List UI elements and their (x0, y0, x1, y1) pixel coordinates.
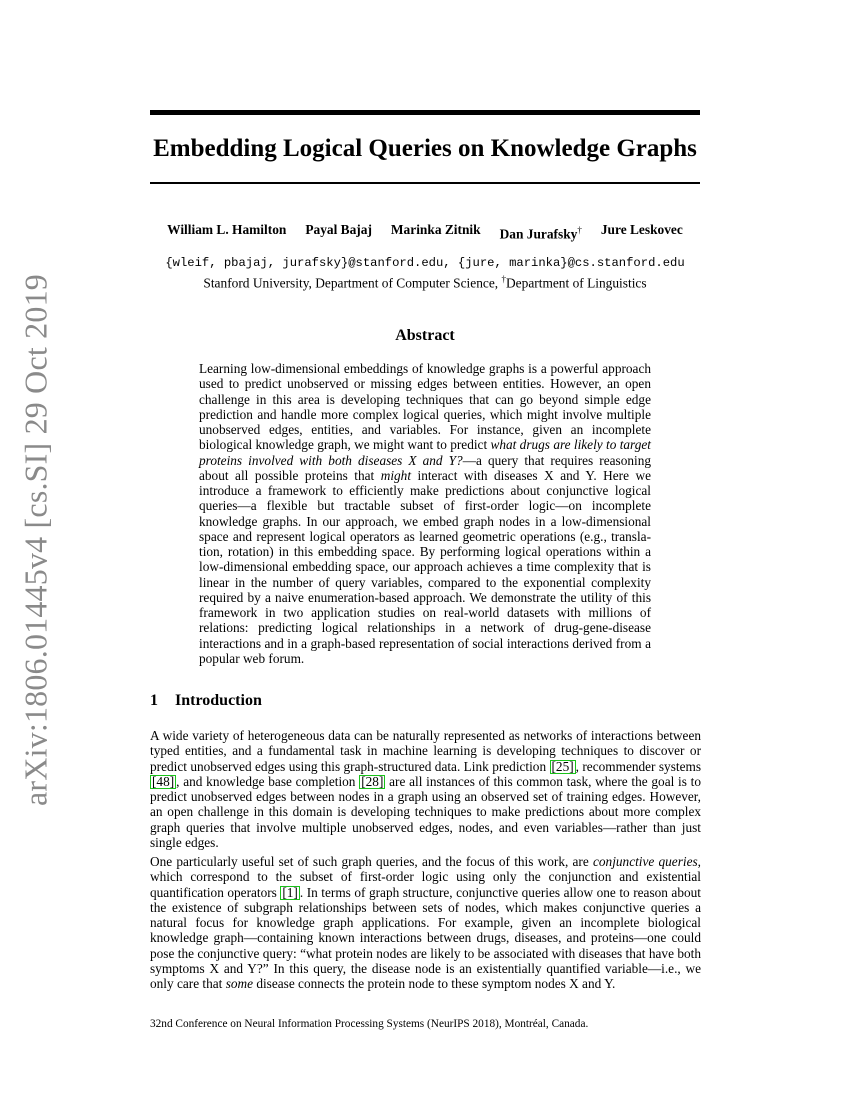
citation-link[interactable]: [48] (152, 773, 175, 789)
section-title: Introduction (175, 692, 262, 709)
author: William L. Hamilton (167, 222, 287, 237)
author: Jure Leskovec (600, 222, 683, 237)
section-heading-introduction (150, 691, 262, 711)
title-rule-top (150, 110, 700, 115)
title-rule-bottom (150, 182, 700, 184)
dagger-mark: † (501, 274, 507, 284)
paper-title: Embedding Logical Queries on Knowledge Graphs (153, 135, 697, 162)
author: Dan Jurafsky† (499, 225, 582, 242)
arxiv-id: arXiv:1806.01445v4 [cs.SI] 29 Oct 2019 (17, 274, 54, 806)
citation-link[interactable]: [25] (551, 758, 574, 774)
citation-link[interactable]: [1] (282, 884, 298, 900)
author: Payal Bajaj (305, 222, 372, 237)
intro-paragraph-1: A wide variety of heterogeneous data can be naturally represented as networks of interactions between typed entities, and a fundamental task in machine learning is developing techniques to discover or predict unobserved edges using this graph-structured data. Link prediction [25] , recommender systems [48] , and knowledge base completion [28] are all instances of this common task, where the goal is to predict unobserved edges between nodes in a graph using an observed set of training edges. However, an open challenge in this domain is developing techniques to make predictions about more complex graph queries that involve multiple unobserved edges, nodes, and even variables—rather than just single edges. (150, 728, 701, 851)
conference-footnote: 32nd Conference on Neural Information Processing Systems (NeurIPS 2018), Montréal, Canada. (150, 1018, 589, 1030)
abstract-heading: Abstract (395, 327, 455, 344)
author-emails: {wleif, pbajaj, jurafsky}@stanford.edu, {jure, marinka}@cs.stanford.edu (165, 256, 685, 270)
abstract-text: Learning low-dimensional embeddings of knowledge graphs is a powerful approach used to predict unobserved or missing edges between entities. However, an open challenge in this area is developing techniques that can go beyond simple edge prediction and handle more complex logical queries, which might involve multiple unobserved edges, entities, and variables. For instance, given an incomplete biological knowledge graph, we might want to predict what drugs are likely to target proteins involved with both diseases X and Y?—a query that requires reasoning about all possible proteins that might interact with diseases X and Y. Here we introduce a framework to efficiently make predictions about conjunctive logical queries—a flexible but tractable subset of first-order logic—on incomplete knowledge graphs. In our approach, we embed graph nodes in a low-dimensional space and represent logical operators as learned geometric operations (e.g., translation, rotation) in this embedding space. By performing logical operations within a low-dimensional embedding space, our approach achieves a time complexity that is linear in the number of query variables, compared to the exponential complexity required by a naive enumeration-based approach. We demonstrate the utility of this framework in two application studies on real-world datasets with millions of relations: predicting logical relationships in a network of drug-gene-disease interactions and in a graph-based representation of social interactions derived from a popular web forum. (199, 361, 651, 666)
author-list (150, 221, 700, 243)
author: Marinka Zitnik (390, 222, 481, 237)
citation-link[interactable]: [28] (361, 773, 384, 789)
dagger-mark: † (577, 225, 582, 235)
intro-paragraph-2: One particularly useful set of such graph queries, and the focus of this work, are conjunctive queries, which correspond to the subset of first-order logic using only the conjunction and existential quantification operators [1] . In terms of graph structure, conjunctive queries allow one to reason about the existence of subgraph relationships between sets of nodes, which makes conjunctive queries a natural focus for knowledge graph applications. For example, given an incomplete biological knowledge graph—containing known interactions between drugs, diseases, and proteins—one could pose the conjunctive query: “what protein nodes are likely to be associated with diseases that have both symptoms X and Y?” In this query, the disease node is an existentially quantified variable—i.e., we only care that some disease connects the protein node to these symptom nodes X and Y. (150, 854, 701, 992)
affiliation: Stanford University, Department of Computer Science, †Department of Linguistics (203, 274, 647, 291)
section-number: 1 (150, 692, 158, 709)
